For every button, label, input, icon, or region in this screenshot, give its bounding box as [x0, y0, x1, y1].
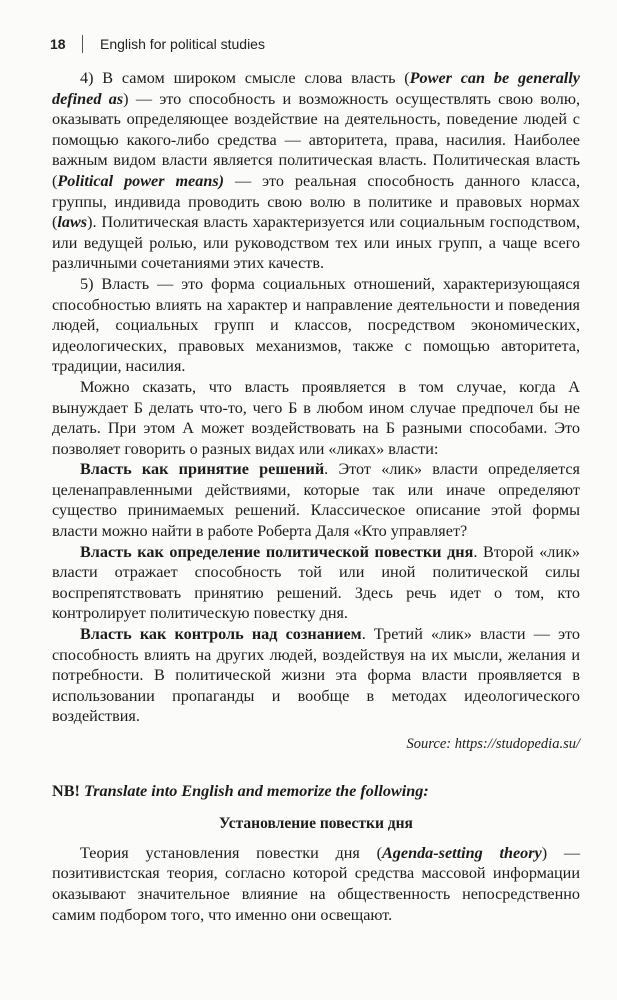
- paragraph-text: ) — это способность и возможность осуществлять свою волю, оказывать определяющее воздействие на деятельность, поведение людей с помощью какого-либо средства — авторитета, права, насилия. Наиболее важным видом власти является политическая власть. Политическая власть (: [52, 89, 580, 190]
- paragraph-text: — это реальная способность данного класса, группы, индивида проводить свою волю в политике и правовых нормах (: [52, 171, 581, 232]
- paragraph-agenda-setting: [52, 843, 580, 925]
- nb-instruction: [52, 781, 580, 802]
- page-body: [52, 68, 580, 925]
- section-title: Установление повестки дня: [219, 815, 413, 833]
- paragraph-mind-control: [52, 624, 580, 727]
- paragraph-4: [52, 68, 580, 274]
- paragraph-6: Можно сказать, что власть проявляется в том случае, когда А вынуждает Б делать что-то, чего Б в любом ином случае предпочел бы не делать. При этом А может воздействовать на Б разными способами. Это позволяет говорить о разных видах или «ликах» власти:: [52, 377, 580, 458]
- header-divider: [82, 35, 83, 53]
- english-term: Political power means): [57, 171, 225, 190]
- term-heading: Власть как принятие решений: [80, 460, 325, 479]
- paragraph-agenda: [52, 542, 580, 624]
- running-title: English for political studies: [100, 36, 265, 52]
- english-term: Power can be generally defined as: [52, 69, 580, 108]
- paragraph-text: Теория установления повестки дня (: [80, 843, 382, 862]
- page-header: [42, 33, 582, 57]
- source-citation: Source: https://studopedia.su/: [406, 736, 580, 752]
- paragraph-text: ). Политическая власть характеризуется или социальным господством, или ведущей ролью, или руководством тех или иных групп, а чаще всего различными сочетаниями этих качеств.: [52, 213, 580, 273]
- paragraph-decision-making: [52, 459, 580, 541]
- page-number: 18: [50, 36, 66, 52]
- term-heading: Власть как определение политической повестки дня: [80, 542, 474, 561]
- english-term: laws: [57, 213, 88, 232]
- term-heading: Власть как контроль над сознанием: [80, 625, 362, 644]
- paragraph-text: ) — позитивистская теория, согласно которой средства массовой информации оказывают значительное влияние на общественность непосредственно самим подбором того, что именно они освещают.: [52, 843, 581, 924]
- paragraph-5: 5) Власть — это форма социальных отношений, характеризующаяся способностью влиять на характер и направление деятельности и поведения людей, социальных групп и классов, посредством экономических, идеологических, правовых механизмов, также с помощью авторитета, традиции, насилия.: [52, 274, 580, 376]
- nb-label: NB!: [52, 781, 80, 800]
- paragraph-text: . Второй «лик» власти отражает способность той или иной политической силы воспрепятствовать принятию решений. Здесь речь идет о том, кто контролирует политическую повестку дня.: [52, 542, 580, 623]
- nb-text: Translate into English and memorize the following:: [79, 781, 429, 800]
- paragraph-text: . Третий «лик» власти — это способность влиять на других людей, воздействуя на их мысли, желания и потребности. В политической жизни эта форма власти проявляется в использовании пропаганды и вообще в методах идеологического воздействия.: [52, 625, 580, 726]
- paragraph-text: 4) В самом широком смысле слова власть (: [80, 69, 410, 87]
- paragraph-text: . Этот «лик» власти определяется целенаправленными действиями, которые так или иначе определяют существо принимаемых решений. Классическое описание этой формы власти можно найти в работе Роберта Даля «Кто управляет?: [52, 460, 580, 541]
- english-term: Agenda-setting theory: [382, 843, 542, 862]
